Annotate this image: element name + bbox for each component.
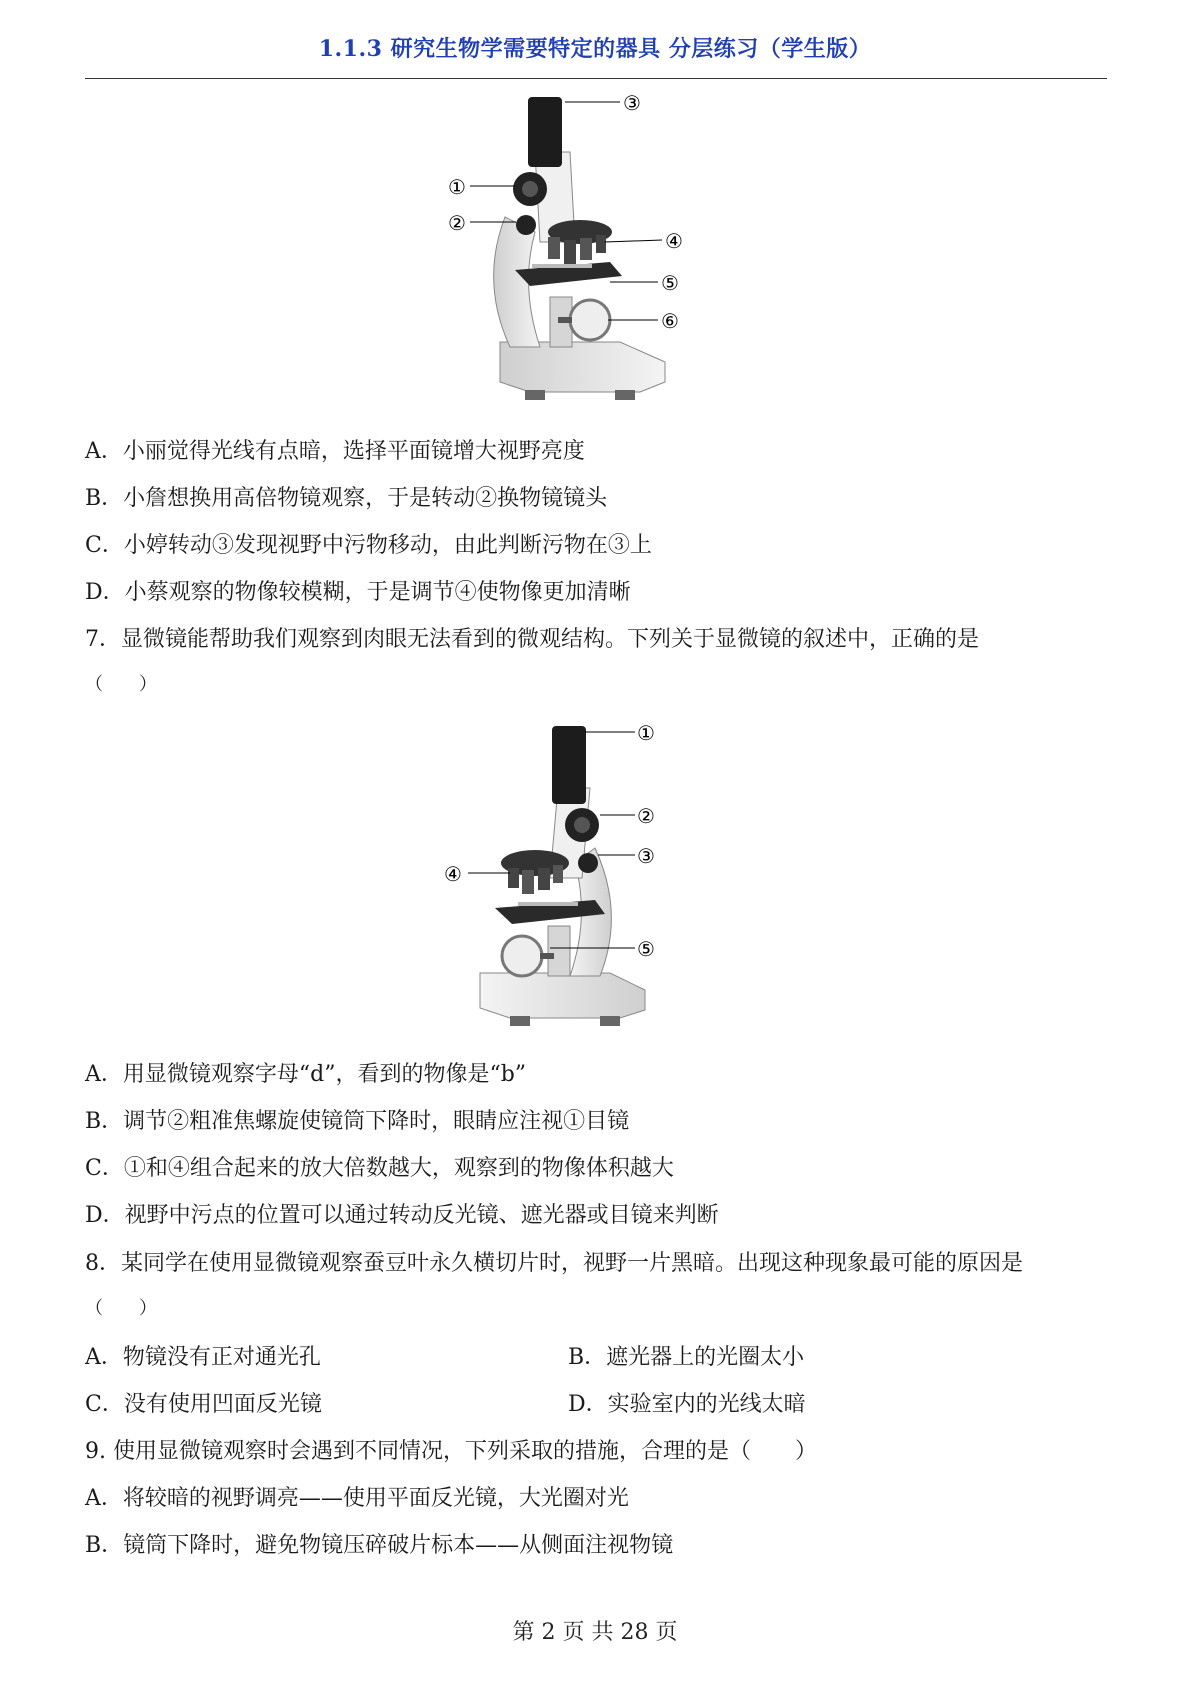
q6-option-a: A．小丽觉得光线有点暗，选择平面镜增大视野亮度 [85, 439, 585, 464]
q7-option-a: A．用显微镜观察字母“d”，看到的物像是“b” [85, 1062, 527, 1087]
figure1-label-3: ③ [623, 92, 641, 115]
q7-option-c: C．①和④组合起来的放大倍数越大，观察到的物像体积越大 [85, 1156, 674, 1181]
q6-option-c: C．小婷转动③发现视野中污物移动，由此判断污物在③上 [85, 533, 652, 558]
figure1-label-4: ④ [665, 229, 683, 253]
q9-option-b: B．镜筒下降时，避免物镜压碎破片标本——从侧面注视物镜 [85, 1533, 674, 1558]
figure2-label-5: ⑤ [637, 937, 655, 961]
figure2-label-4: ④ [444, 862, 462, 886]
q8-stem: 8．某同学在使用显微镜观察蚕豆叶永久横切片时，视野一片黑暗。出现这种现象最可能的原因是 [85, 1251, 1024, 1276]
header-divider [85, 78, 1107, 79]
page-number: 第 2 页 共 28 页 [512, 1620, 678, 1645]
q7-option-d: D．视野中污点的位置可以通过转动反光镜、遮光器或目镜来判断 [85, 1203, 719, 1228]
q9-option-a: A．将较暗的视野调亮——使用平面反光镜，大光圈对光 [85, 1486, 629, 1511]
figure1-label-1: ① [448, 175, 466, 199]
q8-option-a: A．物镜没有正对通光孔 [85, 1345, 321, 1370]
q7-stem: 7．显微镜能帮助我们观察到肉眼无法看到的微观结构。下列关于显微镜的叙述中，正确的是 [85, 627, 980, 652]
figure1-label-6: ⑥ [661, 309, 679, 333]
q8-option-b: B．遮光器上的光圈太小 [568, 1345, 805, 1370]
q9-stem: 9. 使用显微镜观察时会遇到不同情况，下列采取的措施，合理的是（ ） [85, 1439, 817, 1464]
q6-option-d: D．小蔡观察的物像较模糊，于是调节④使物像更加清晰 [85, 580, 631, 605]
microscope-figure-2 [440, 718, 720, 1048]
q7-option-b: B．调节②粗准焦螺旋使镜筒下降时，眼睛应注视①目镜 [85, 1109, 630, 1134]
q8-answer-bracket: （ ） [85, 1298, 157, 1319]
q7-answer-bracket: （ ） [85, 674, 157, 695]
figure1-label-2: ② [448, 211, 466, 235]
figure2-label-1: ① [637, 721, 655, 745]
figure1-label-5: ⑤ [661, 271, 679, 295]
q8-option-d: D．实验室内的光线太暗 [568, 1392, 806, 1417]
figure2-label-2: ② [637, 804, 655, 828]
q8-option-c: C．没有使用凹面反光镜 [85, 1392, 322, 1417]
figure2-label-3: ③ [637, 844, 655, 868]
page-header-title: 1.1.3 研究生物学需要特定的器具 分层练习（学生版） [318, 36, 872, 62]
q6-option-b: B．小詹想换用高倍物镜观察，于是转动②换物镜镜头 [85, 486, 608, 511]
microscope-figure-1 [440, 92, 720, 422]
